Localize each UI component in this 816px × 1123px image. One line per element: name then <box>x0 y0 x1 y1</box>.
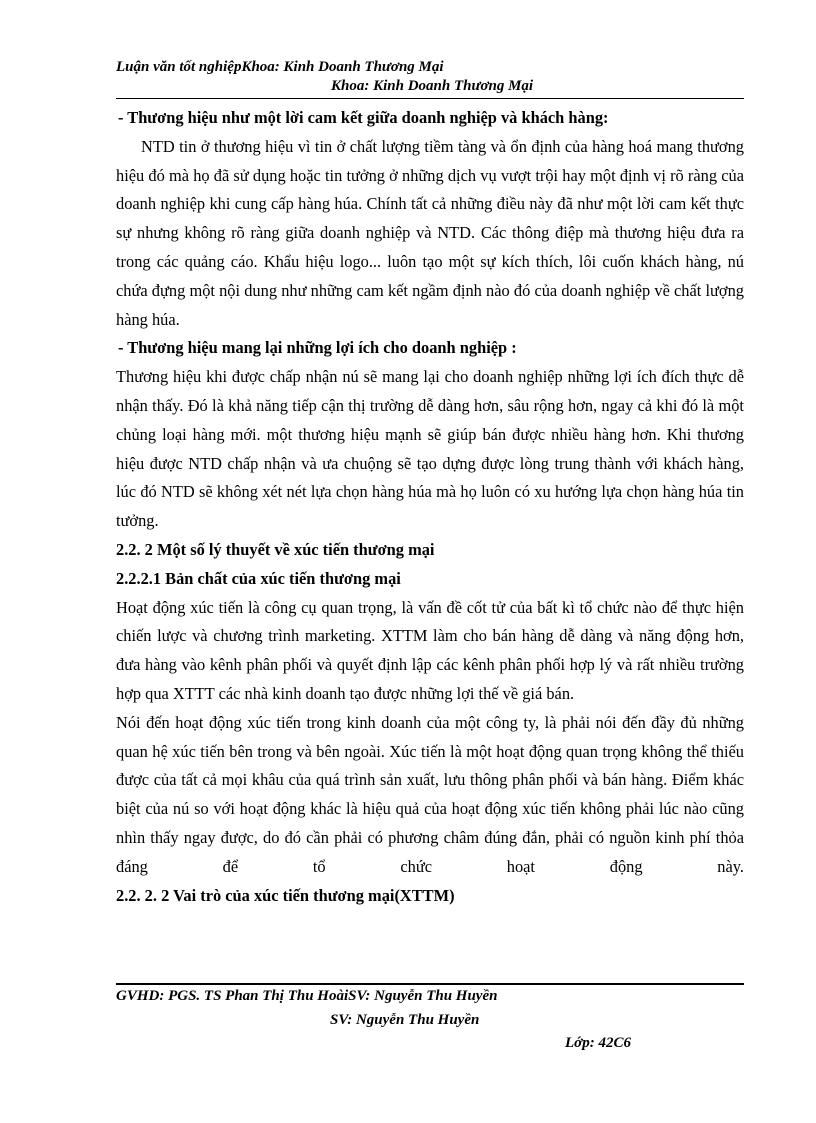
subheading-commitment: - Thương hiệu như một lời cam kết giữa doanh nghiệp và khách hàng: <box>118 108 609 127</box>
footer-line-2: SV: Nguyễn Thu Huyền <box>330 1012 480 1028</box>
paragraph-promotion-nature: Hoạt động xúc tiến là công cụ quan trọng, là vấn đề cốt tử của bất kì tổ chức nào để thực hiện chiến lược và chương trình marketing. XTTM làm cho bán hàng dễ dàng và năng động hơn, đưa hàng vào kênh phân phối và quyết định lập các kênh phân phối hợp lý và rất nhiều trường hợp qua XTTT các nhà kinh doanh tạo được những lợi thế về giá bán. <box>116 597 744 703</box>
subheading-benefits: - Thương hiệu mang lại những lợi ích cho doanh nghiệp : <box>118 338 517 358</box>
header-rule <box>116 98 744 99</box>
paragraph-commitment: NTD tin ở thương hiệu vì tin ở chất lượng tiềm tàng và ổn định của hàng hoá mang thương hiệu đó mà họ đã sử dụng hoặc tin tưởng ở những dịch vụ vượt trội hay một định vị rõ ràng của doanh nghiệp khi cung cấp hàng húa. Chính tất cả những điều này đã như một lời cam kết thực sự nhưng không rõ ràng giữa doanh nghiệp và NTD. Các thông điệp mà thương hiệu đưa ra trong các quảng cáo. Khẩu hiệu logo... luôn tạo một sự kích thích, lôi cuốn khách hàng, nú chứa đựng một nội dung như những cam kết ngầm định nào đó của doanh nghiệp về chất lượng hàng húa. <box>116 136 744 329</box>
header-line-1: Luận văn tốt nghiệpKhoa: Kinh Doanh Thương Mại <box>116 59 444 75</box>
footer-rule <box>116 983 744 985</box>
section-heading-2-2-2-1: 2.2.2.1 Bản chất của xúc tiến thương mại <box>116 568 401 588</box>
paragraph-benefits: Thương hiệu khi được chấp nhận nú sẽ mang lại cho doanh nghiệp những lợi ích đích thực dễ nhận thấy. Đó là khả năng tiếp cận thị trường dễ dàng hơn, sâu rộng hơn, ngay cả khi đó là một chủng loại hàng mới. một thương hiệu mạnh sẽ giúp bán được nhiều hàng hơn. Khi thương hiệu được NTD chấp nhận và ưa chuộng sẽ tạo dựng được lòng trung thành với khách hàng, lúc đó NTD sẽ không xét nét lựa chọn hàng húa mà họ luôn có xu hướng lựa chọn hàng húa tin tưởng. <box>116 367 744 531</box>
section-heading-2-2-2: 2.2. 2 Một số lý thuyết về xúc tiến thương mại <box>116 539 435 559</box>
header-line-2: Khoa: Kinh Doanh Thương Mại <box>331 78 534 94</box>
paragraph-promotion-relations: Nói đến hoạt động xúc tiến trong kinh doanh của một công ty, là phải nói đến đầy đủ những quan hệ xúc tiến bên trong và bên ngoài. Xúc tiến là một hoạt động quan trọng không thể thiếu được của tất cả mọi khâu của quá trình sản xuất, lưu thông phân phối và bán hàng. Điểm khác biệt của nú so với hoạt động khác là hiệu quả của hoạt động xúc tiến không phải lúc nào cũng nhìn thấy ngay được, do đó cần phải có phương châm đúng đắn, phải có nguồn kinh phí thỏa đáng để tổ chức hoạt động này. <box>116 712 744 876</box>
footer-line-1: GVHD: PGS. TS Phan Thị Thu HoàiSV: Nguyễn Thu Huyền <box>116 988 498 1004</box>
body-text <box>116 104 744 910</box>
footer-class: Lớp: 42C6 <box>565 1035 631 1051</box>
section-heading-2-2-2-2: 2.2. 2. 2 Vai trò của xúc tiến thương mại(XTTM) <box>116 885 455 905</box>
